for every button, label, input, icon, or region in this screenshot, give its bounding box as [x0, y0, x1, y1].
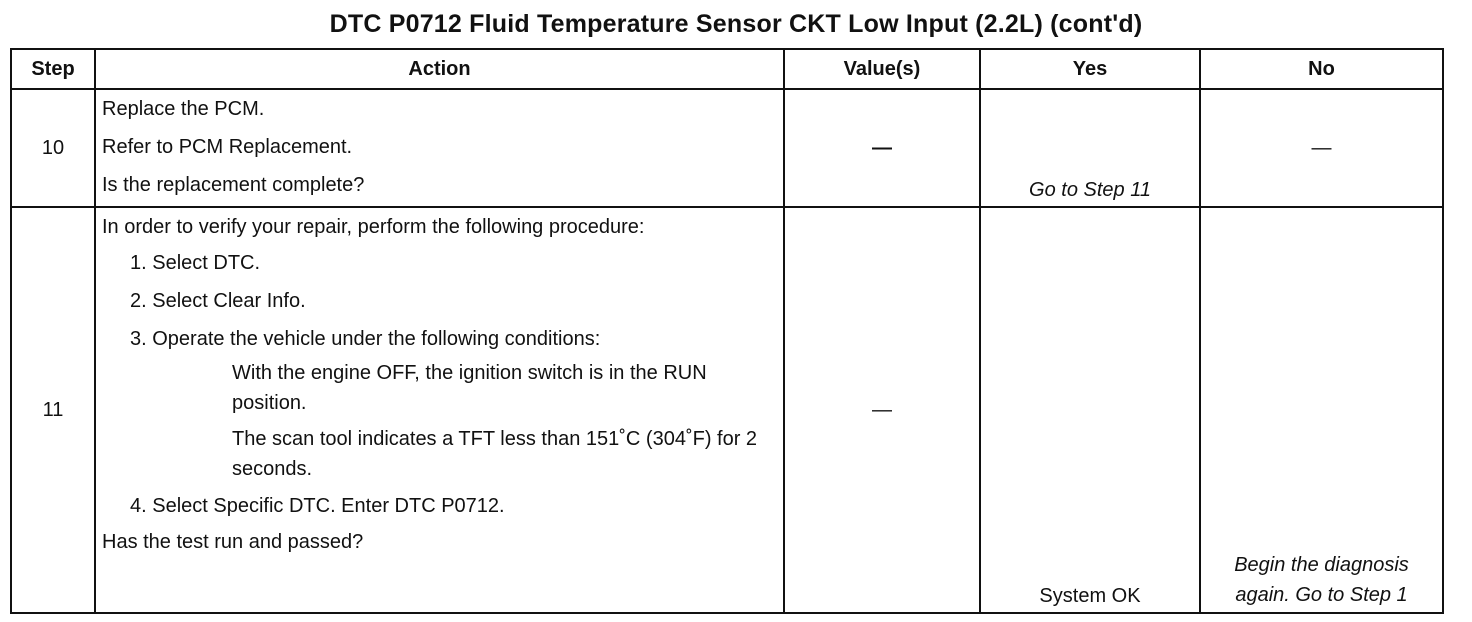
action-line: Is the replacement complete?	[102, 174, 365, 196]
action-cell	[95, 207, 784, 613]
procedure-step: 1. Select DTC.	[130, 252, 261, 274]
value-cell: —	[784, 89, 980, 207]
action-question: Has the test run and passed?	[102, 531, 364, 553]
action-line: Refer to PCM Replacement.	[102, 136, 353, 158]
step-number: 10	[11, 89, 95, 207]
yes-cell: System OK	[980, 207, 1200, 613]
action-intro: In order to verify your repair, perform the following procedure:	[102, 216, 645, 238]
no-cell: —	[1200, 89, 1443, 207]
header-no: No	[1200, 49, 1443, 89]
procedure-step: 3. Operate the vehicle under the following conditions:	[130, 328, 601, 350]
step-number: 11	[11, 207, 95, 613]
header-yes: Yes	[980, 49, 1200, 89]
diagnostic-table	[10, 48, 1444, 614]
value-cell: —	[784, 207, 980, 613]
condition-text: The scan tool indicates a TFT less than 151˚C (304˚F) for 2 seconds.	[232, 428, 758, 480]
table-row-step-11	[11, 207, 1443, 613]
no-cell: Begin the diagnosis again. Go to Step 1	[1200, 207, 1443, 613]
table-row-step-10	[11, 89, 1443, 207]
header-values: Value(s)	[784, 49, 980, 89]
condition-text: With the engine OFF, the ignition switch is in the RUN position.	[232, 362, 707, 414]
page-title: DTC P0712 Fluid Temperature Sensor CKT Low Input (2.2L) (cont'd)	[329, 10, 1143, 38]
yes-cell: Go to Step 11	[980, 89, 1200, 207]
header-step: Step	[11, 49, 95, 89]
table-header-row	[11, 49, 1443, 89]
action-cell	[95, 89, 784, 207]
header-action: Action	[95, 49, 784, 89]
procedure-step: 4. Select Specific DTC. Enter DTC P0712.	[130, 495, 505, 517]
procedure-step: 2. Select Clear Info.	[130, 290, 306, 312]
action-line: Replace the PCM.	[102, 98, 265, 120]
